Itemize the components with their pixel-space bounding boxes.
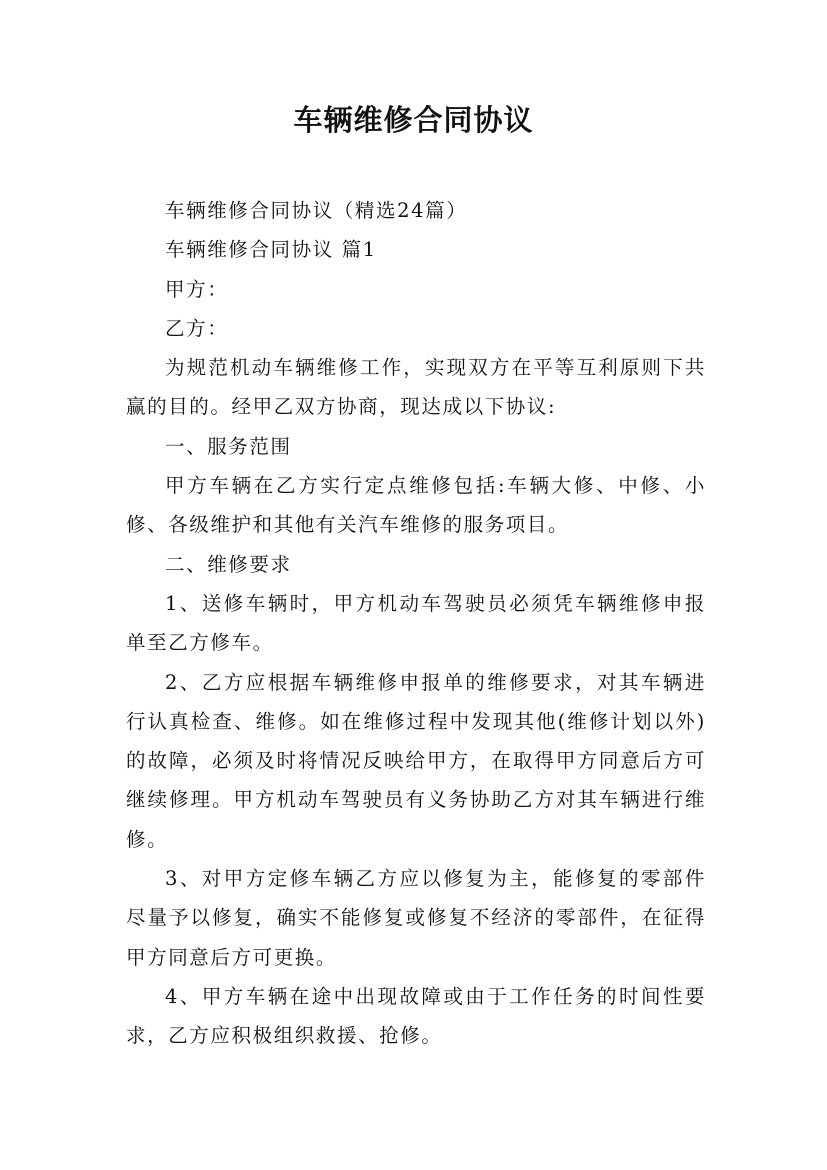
document-body: [126, 191, 706, 1056]
document-title: 车辆维修合同协议: [293, 103, 534, 137]
paragraph-heading-repair-requirements: 二、维修要求: [165, 552, 292, 576]
paragraph-party-b: 乙方：: [165, 316, 229, 340]
paragraph-clause-2: 2、乙方应根据车辆维修申报单的维修要求，对其车辆进行认真检查、维修。如在维修过程中发现其他(维修计划以外)的故障，必须及时将情况反映给甲方，在取得甲方同意后方可继续修理。甲方机动车驾驶员有义务协助乙方对其车辆进行维修。: [126, 670, 706, 851]
paragraph-section-heading: 车辆维修合同协议 篇1: [165, 238, 377, 262]
paragraph-clause-4: 4、甲方车辆在途中出现故障或由于工作任务的时间性要求，乙方应积极组织救援、抢修。: [126, 984, 706, 1048]
paragraph-heading-service-scope: 一、服务范围: [165, 434, 292, 458]
paragraph-service-scope: 甲方车辆在乙方实行定点维修包括:车辆大修、中修、小修、各级维护和其他有关汽车维修的服务项目。: [126, 474, 706, 537]
paragraph-preamble: 为规范机动车辆维修工作，实现双方在平等互利原则下共赢的目的。经甲乙双方协商，现达成以下协议:: [126, 356, 706, 419]
paragraph-clause-1: 1、送修车辆时，甲方机动车驾驶员必须凭车辆维修申报单至乙方修车。: [126, 591, 706, 655]
paragraph-party-a: 甲方：: [165, 277, 229, 301]
paragraph-clause-3: 3、对甲方定修车辆乙方应以修复为主，能修复的零部件尽量予以修复，确实不能修复或修复不经济的零部件，在征得甲方同意后方可更换。: [126, 867, 706, 969]
paragraph-subtitle: 车辆维修合同协议（精选24篇）: [165, 199, 468, 222]
